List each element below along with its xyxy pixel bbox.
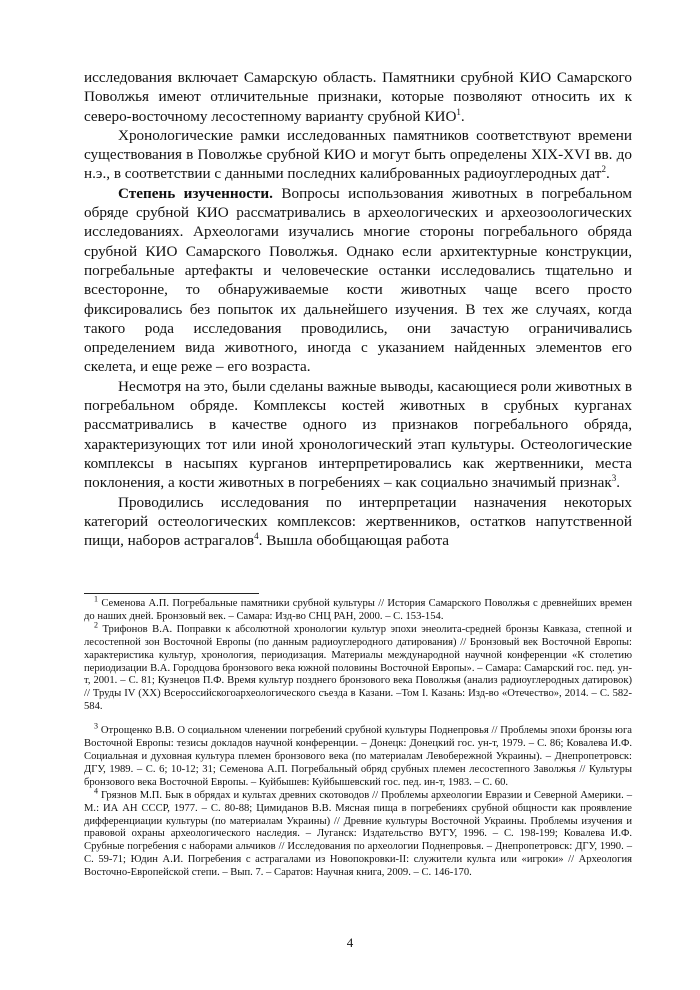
footnote-4	[84, 786, 633, 880]
paragraph-4	[84, 377, 632, 493]
paragraph-3	[84, 184, 632, 377]
paragraph-tail: .	[460, 107, 465, 125]
paragraph-1	[84, 68, 632, 126]
footnote-ref-1[interactable]: 1	[456, 106, 461, 117]
paragraph-tail: .	[605, 165, 610, 183]
footnote-number: 1	[94, 594, 98, 604]
section-heading: Степень изученности.	[118, 184, 273, 202]
footnote-number: 4	[94, 786, 98, 796]
main-text	[84, 68, 632, 550]
paragraph-text: Проводились исследования по интерпретации назначения некоторых категорий остеологических комплексов: жертвенников, остатков напутственной пищи, наборов астрагалов	[84, 493, 632, 550]
paragraph-5	[84, 493, 632, 551]
footnote-separator	[84, 593, 259, 594]
footnote-2	[84, 620, 632, 714]
page-number: 4	[346, 935, 354, 950]
paragraph-2	[84, 126, 632, 184]
footnote-ref-2[interactable]: 2	[601, 164, 606, 175]
paragraph-text: исследования включает Самарскую область. Памятники срубной КИО Самарского Поволжья имеют отличительные признаки, которые позволяют относить их к северо-восточному лесостепному варианту срубной КИО	[84, 69, 632, 125]
footnotes	[84, 594, 633, 880]
footnote-number: 3	[94, 721, 98, 731]
footnote-1	[84, 594, 632, 624]
paragraph-text: Вопросы использования животных в погребальном обряде срубной КИО рассматривались в археологических и археозоологических исследованиях. Археологами изучались многие стороны погребального обряда срубной КИО Самарского Поволжья. Однако если архитектурные конструкции, погребальные артефакты и человеческие останки исследовались тщательно и всесторонне, то обнаруживаемые кости животных чаще всего просто фиксировались без попыток их дальнейшего изучения. В тех же случаях, когда такого рода исследования проводились, они зачастую ограничивались определением вида животного, иногда с указанием найденных элементов его скелета, и еще реже – его возраста.	[84, 184, 632, 376]
footnote-3	[84, 721, 632, 790]
paragraph-text: Несмотря на это, были сделаны важные выводы, касающиеся роли животных в погребальном обряде. Комплексы костей животных в срубных курганах рассматривались в качестве одного из признаков погребального обряда, характеризующих тот или иной хронологический этап культуры. Остеологические комплексы в насыпях курганов интерпретировались как жертвенники, места поклонения, а кости животных в погребениях – как социально значимый признак	[84, 377, 632, 492]
footnote-text: Трифонов В.А. Поправки к абсолютной хронологии культур эпохи энеолита-средней бронзы Кавказа, степной и лесостепной зон Восточной Европы (по данным радиоуглеродного датирования) // Бронзовый век Восточной Европы: характеристика культур, хронология, периодизация. Материалы международной научной конференции «К столетию периодизации В.А. Городцова бронзового века южной половины Восточной Европы». – Самара: Самарский гос. пед. ун-т, 2001. – С. 81; Кузнецов П.Ф. Время культур позднего бронзового века Поволжья (анализ радиоуглеродных датировок) // Труды IV (XX) Всероссийскогоархеологического съезда в Казани. –Том I. Казань: Изд-во «Отечество», 2014. – С. 582-584.	[84, 623, 632, 713]
paragraph-tail: .	[616, 474, 621, 492]
footnote-ref-3[interactable]: 3	[611, 473, 617, 484]
footnote-ref-4[interactable]: 4	[254, 531, 259, 542]
footnote-text: Грязнов М.П. Бык в обрядах и культах древних скотоводов // Проблемы археологии Евразии и Северной Америки. – М.: ИА АН СССР, 1977. – С. 80-88; Цимиданов В.В. Мясная пища в погребениях срубной общности как проявление дифференциации культуры (по материалам Украины) // Древние культуры Восточной Украины. Проблемы изучения и правовой охраны археологического наследия. – Луганск: Издательство ВУГУ, 1996. – С. 198-199; Ковалева И.Ф. Срубные погребения с наборами альчиков // Исследования по археологии Поднепровья. – Днепропетровск: ДГУ, 1990. – С. 59-71; Юдин А.И. Погребения с астрагалами из Новопокровки-II: служители культа или «игроки» // Археология Восточно-Европейской степи. – Вып. 7. – Саратов: Научная книга, 2009. – С. 146-170.	[84, 789, 633, 879]
footnote-number: 2	[94, 620, 98, 630]
footnote-text: Отрощенко В.В. О социальном членении погребений срубной культуры Поднепровья // Проблемы эпохи бронзы юга Восточной Европы: тезисы докладов научной конференции. – Донецк: Донецкий гос. ун-т, 1979. – С. 86; Ковалева И.Ф. Социальная и духовная культура племен бронзового века (по материалам Левобережной Украины). – Днепропетровск: ДГУ, 1989. – С. 6; 10-12; 31; Семенова А.П. Погребальный обряд срубных племен лесостепного Заволжья // Культуры бронзового века Восточной Европы. – Куйбышев: Куйбышевский гос. пед. ин-т, 1983. – С. 60.	[84, 725, 632, 788]
paragraph-tail: . Вышла обобщающая работа	[258, 532, 450, 550]
footnote-gap	[84, 714, 632, 725]
paragraph-text: Хронологические рамки исследованных памятников соответствуют времени существования в Поволжье срубной КИО и могут быть определены XIX-XVI вв. до н.э., в соответствии с данными последних калиброванных радиоуглеродных дат	[84, 126, 632, 183]
footnote-text: Семенова А.П. Погребальные памятники срубной культуры // История Самарского Поволжья с древнейших времен до наших дней. Бронзовый век. – Самара: Изд-во СНЦ РАН, 2000. – С. 153-154.	[84, 598, 632, 622]
